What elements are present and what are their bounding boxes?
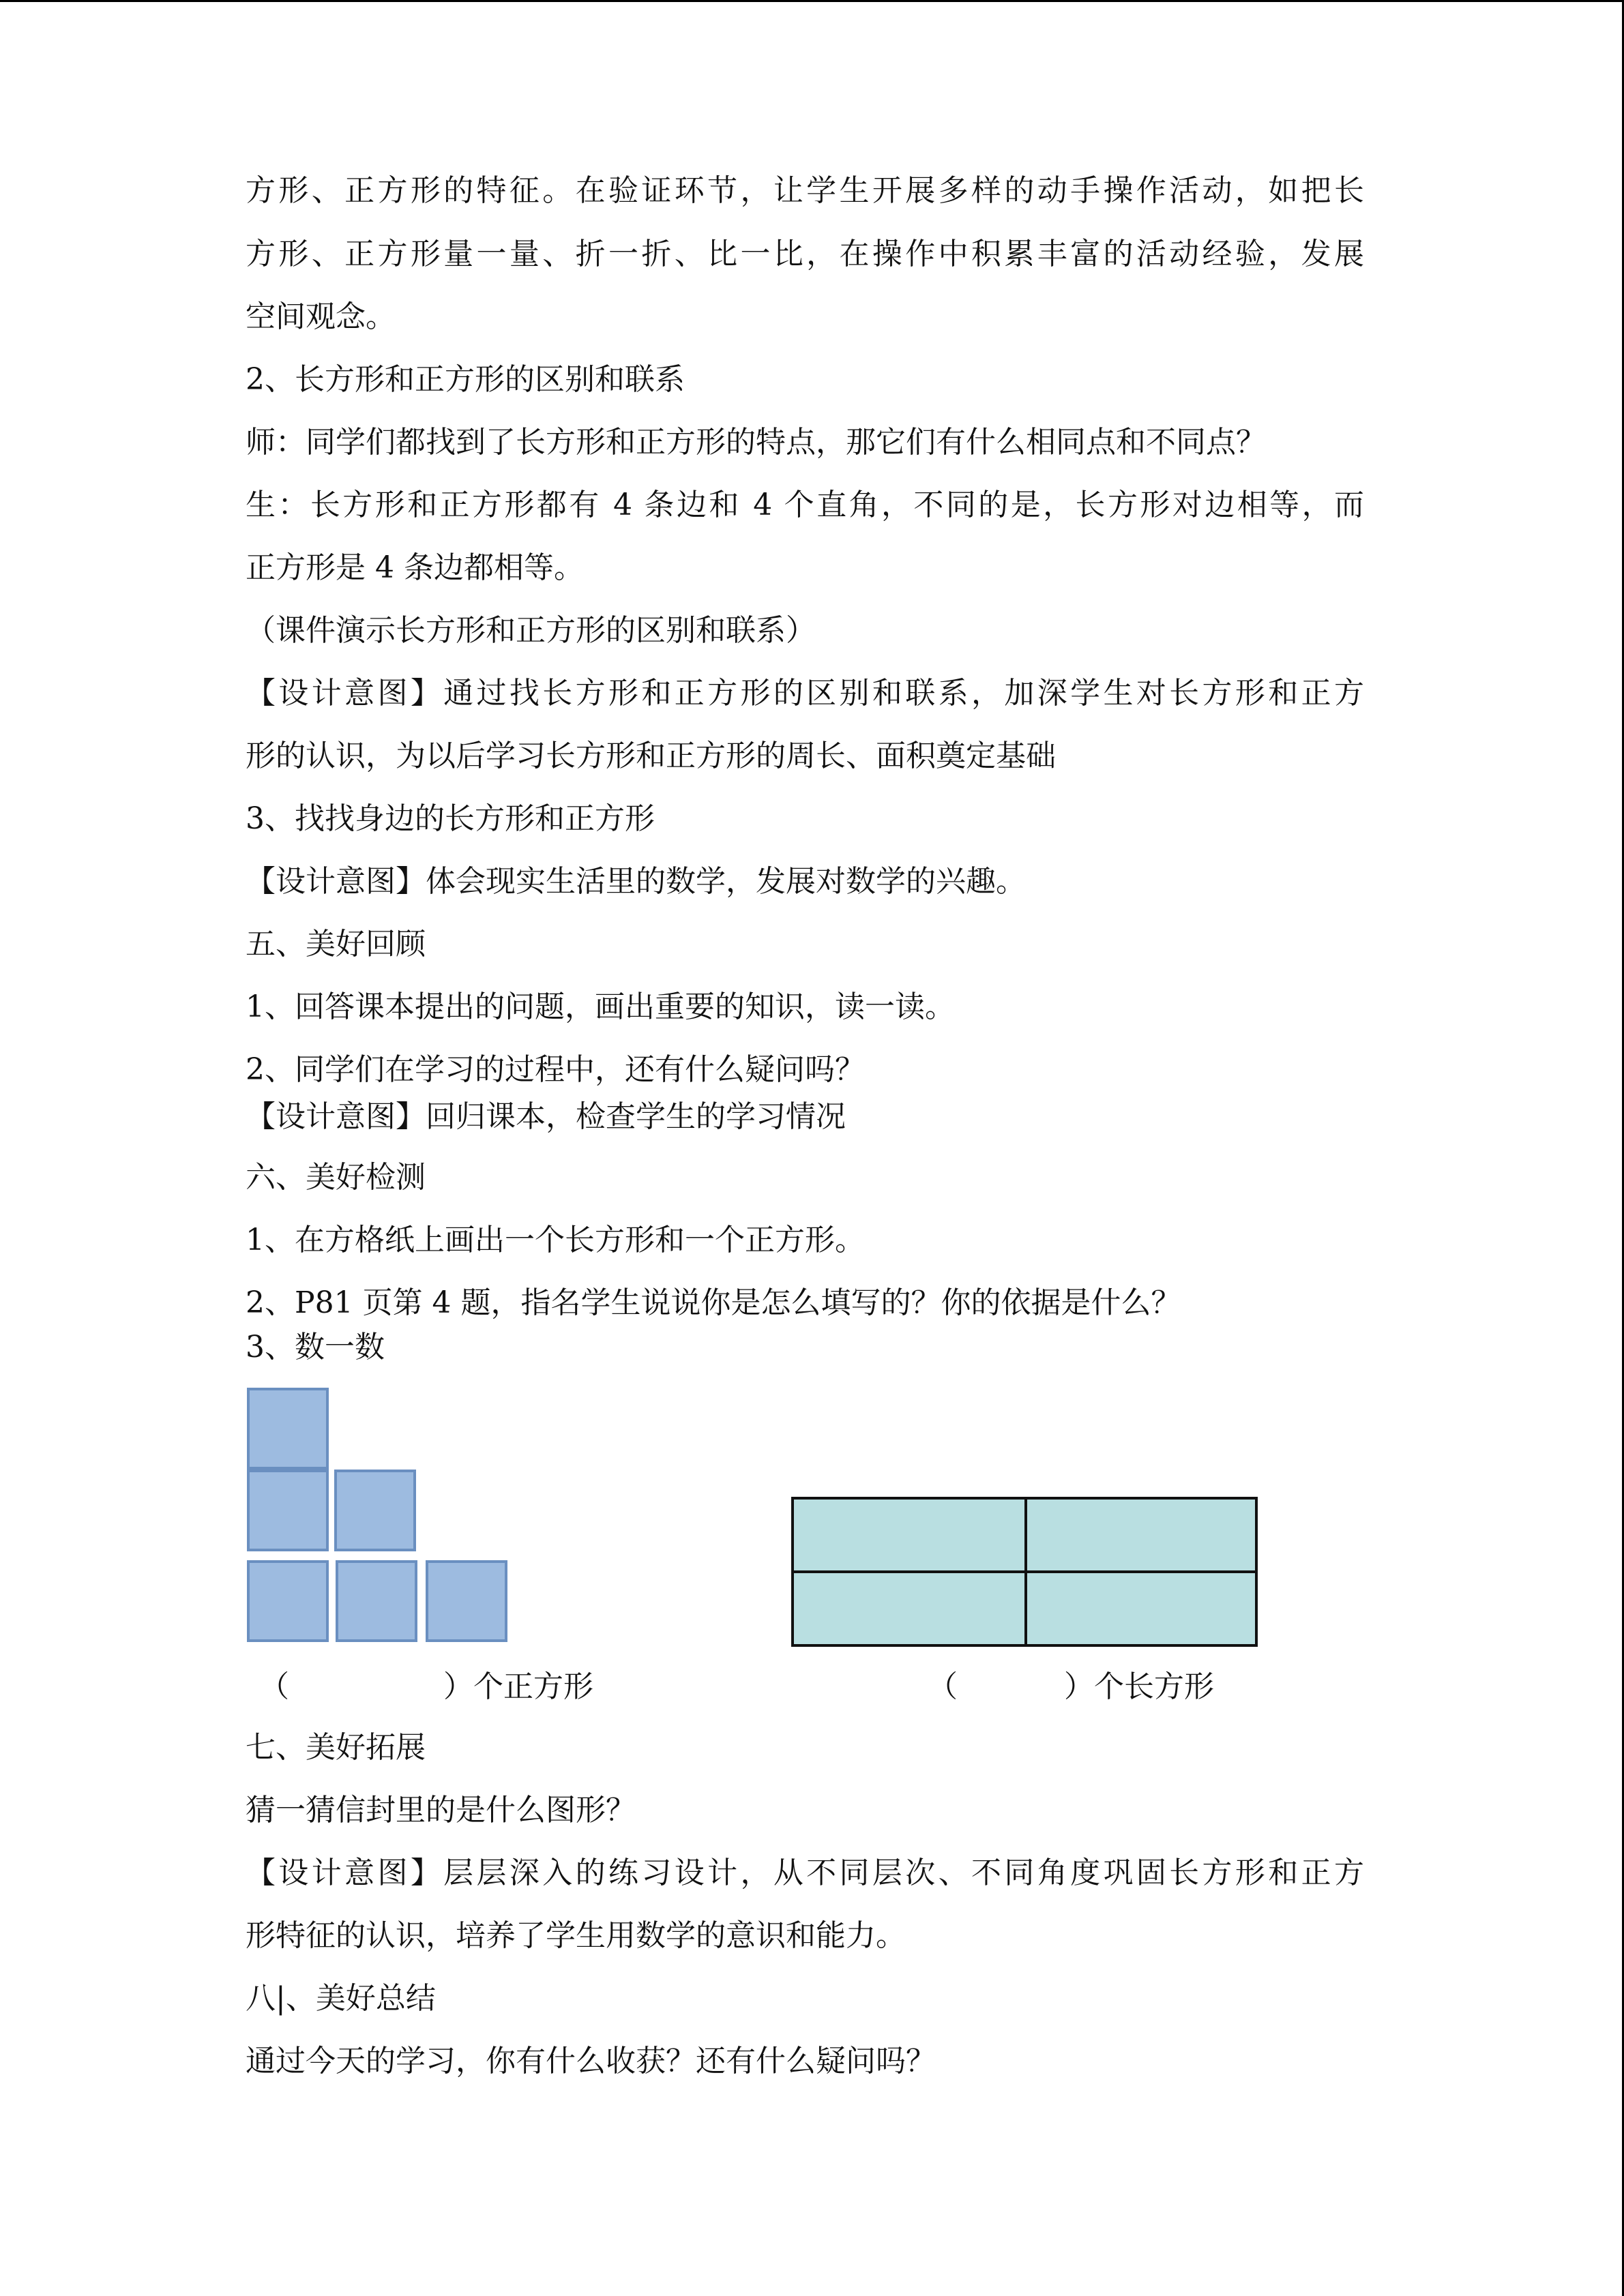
list-item: 1、回答课本提出的问题，画出重要的知识，读一读。 (246, 989, 955, 1024)
rect-answer-label: ）个长方形 (1064, 1669, 1214, 1704)
square (247, 1470, 329, 1551)
paragraph-line: 通过今天的学习，你有什么收获？还有什么疑问吗？ (246, 2044, 936, 2078)
squares-answer-open: （ (259, 1669, 289, 1704)
rect-answer-open: （ (928, 1669, 958, 1704)
paragraph-line: 方形、正方形的特征。在验证环节，让学生开展多样的动手操作活动，如把长 (246, 173, 1364, 208)
page-top-border (0, 0, 1624, 2)
design-intent: 【设计意图】层层深入的练习设计，从不同层次、不同角度巩固长方形和正方 (246, 1855, 1364, 1890)
paragraph-line: 猜一猜信封里的是什么图形？ (246, 1793, 636, 1828)
square (336, 1560, 417, 1642)
student-line: 正方形是 4 条边都相等。 (246, 550, 584, 585)
paragraph-line: （课件演示长方形和正方形的区别和联系） (246, 613, 816, 648)
list-item: 3、数一数 (246, 1330, 385, 1365)
square (334, 1470, 416, 1551)
square (247, 1560, 329, 1642)
section-heading: 八|、美好总结 (246, 1981, 436, 2016)
rectangles-figure (791, 1497, 1258, 1647)
section-heading: 七、美好拓展 (246, 1730, 426, 1765)
list-item: 1、在方格纸上画出一个长方形和一个正方形。 (246, 1223, 865, 1257)
design-intent: 【设计意图】通过找长方形和正方形的区别和联系，加深学生对长方形和正方 (246, 676, 1364, 711)
design-intent: 【设计意图】体会现实生活里的数学，发展对数学的兴趣。 (246, 864, 1026, 899)
squares-answer-label: ）个正方形 (443, 1669, 593, 1704)
square (247, 1388, 329, 1470)
grid-divider (794, 1570, 1255, 1573)
section-heading: 3、找找身边的长方形和正方形 (246, 801, 655, 836)
student-line: 生：长方形和正方形都有 4 条边和 4 个直角，不同的是，长方形对边相等，而 (246, 488, 1364, 522)
teacher-line: 师：同学们都找到了长方形和正方形的特点，那它们有什么相同点和不同点？ (246, 425, 1266, 460)
paragraph-line: 方形、正方形量一量、折一折、比一比，在操作中积累丰富的活动经验，发展 (246, 237, 1364, 271)
paragraph-line: 空间观念。 (246, 299, 396, 334)
section-heading: 六、美好检测 (246, 1160, 426, 1195)
design-intent: 【设计意图】回归课本，检查学生的学习情况 (246, 1099, 846, 1134)
design-intent: 形的认识，为以后学习长方形和正方形的周长、面积奠定基础 (246, 739, 1056, 773)
square (426, 1560, 507, 1642)
design-intent: 形特征的认识，培养了学生用数学的意识和能力。 (246, 1918, 906, 1953)
list-item: 2、P81 页第 4 题，指名学生说说你是怎么填写的？你的依据是什么？ (246, 1285, 1181, 1320)
section-heading: 五、美好回顾 (246, 927, 426, 961)
list-item: 2、同学们在学习的过程中，还有什么疑问吗？ (246, 1052, 865, 1087)
section-heading: 2、长方形和正方形的区别和联系 (246, 362, 685, 397)
